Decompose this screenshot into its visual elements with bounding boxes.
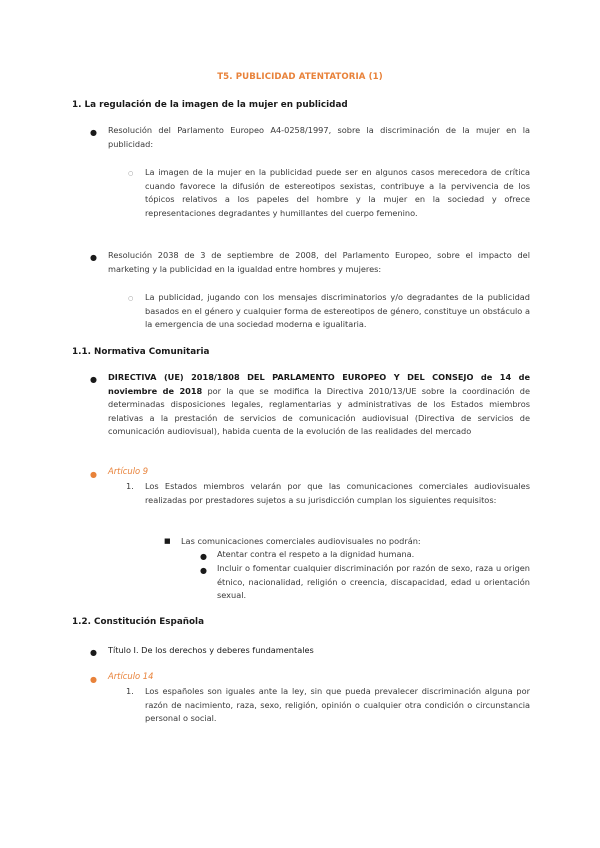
bullet-icon: ● xyxy=(90,648,97,657)
title-i-label: Título I. De los derechos y deberes fundamentales xyxy=(108,645,314,655)
requirement-non-discrimination: Incluir o fomentar cualquier discriminación por razón de sexo, raza u origen étnico, nacionalidad, religión o creencia, discapacidad, edad u orientación sexual. xyxy=(217,563,530,601)
bullet-icon: ● xyxy=(90,675,97,684)
resolution-1997: Resolución del Parlamento Europeo A4-0258/1997, sobre la discriminación de la mujer en la publicidad: xyxy=(108,125,530,149)
commercial-communications-intro: Las comunicaciones comerciales audiovisuales no podrán: xyxy=(181,536,421,546)
article-14-label: Artículo 14 xyxy=(108,671,154,681)
section-1-1-heading: 1.1. Normativa Comunitaria xyxy=(72,347,210,357)
square-bullet-icon: ■ xyxy=(164,537,171,545)
article-9-point-1: Los Estados miembros velarán por que las comunicaciones comerciales audiovisuales realizadas por prestadores sujetos a su jurisdicción cumplan los siguientes requisitos: xyxy=(145,481,530,505)
directive-2018-1808 xyxy=(108,371,530,439)
list-number: 1. xyxy=(126,686,134,696)
resolution-2008-detail: La publicidad, jugando con los mensajes discriminatorios y/o degradantes de la publicidad basados en el género y cualquier forma de estereotipos de género, constituye un obstáculo a la emergencia de una sociedad moderna e igualitaria. xyxy=(145,292,530,330)
circle-bullet-icon: ○ xyxy=(128,170,134,177)
article-14-point-1: Los españoles son iguales ante la ley, sin que pueda prevalecer discriminación alguna por razón de nacimiento, raza, sexo, religión, opinión o cualquier otra condición o circunstancia personal o social. xyxy=(145,686,530,724)
section-1-2-heading: 1.2. Constitución Española xyxy=(72,617,205,627)
article-9-label: Artículo 9 xyxy=(108,466,149,476)
bullet-icon: ● xyxy=(200,566,207,575)
bullet-icon: ● xyxy=(90,470,97,479)
requirement-dignity: Atentar contra el respeto a la dignidad humana. xyxy=(217,549,415,559)
bullet-icon: ● xyxy=(90,128,97,137)
directive-description: por la que se modifica la Directiva 2010/13/UE sobre la coordinación de determinadas disposiciones legales, reglamentarias y administrativas de los Estados miembros relativas a la prestación de servicios de comunicación audiovisual (Directiva de servicios de comunicación audiovisual), habida cuenta de la evolución de las realidades del mercado xyxy=(108,385,530,437)
resolution-2008: Resolución 2038 de 3 de septiembre de 2008, del Parlamento Europeo, sobre el impacto del marketing y la publicidad en la igualdad entre hombres y mujeres: xyxy=(108,250,530,274)
resolution-1997-detail: La imagen de la mujer en la publicidad puede ser en algunos casos merecedora de crítica cuando favorece la difusión de estereotipos sexistas, contribuye a la pervivencia de los tópicos relativos a los papeles del hombre y la mujer en la sociedad y ofrece representaciones degradantes y humillantes del cuerpo femenino. xyxy=(145,167,530,218)
document-title: T5. PUBLICIDAD ATENTATORIA (1) xyxy=(217,72,383,82)
directive-title: DIRECTIVA (UE) 2018/1808 DEL PARLAMENTO EUROPEO Y DEL CONSEJO de 14 de noviembre de 2018 xyxy=(108,372,530,396)
bullet-icon: ● xyxy=(90,375,97,384)
circle-bullet-icon: ○ xyxy=(128,295,134,302)
list-number: 1. xyxy=(126,481,134,491)
bullet-icon: ● xyxy=(200,552,207,561)
bullet-icon: ● xyxy=(90,253,97,262)
section-1-heading: 1. La regulación de la imagen de la mujer en publicidad xyxy=(72,100,348,110)
